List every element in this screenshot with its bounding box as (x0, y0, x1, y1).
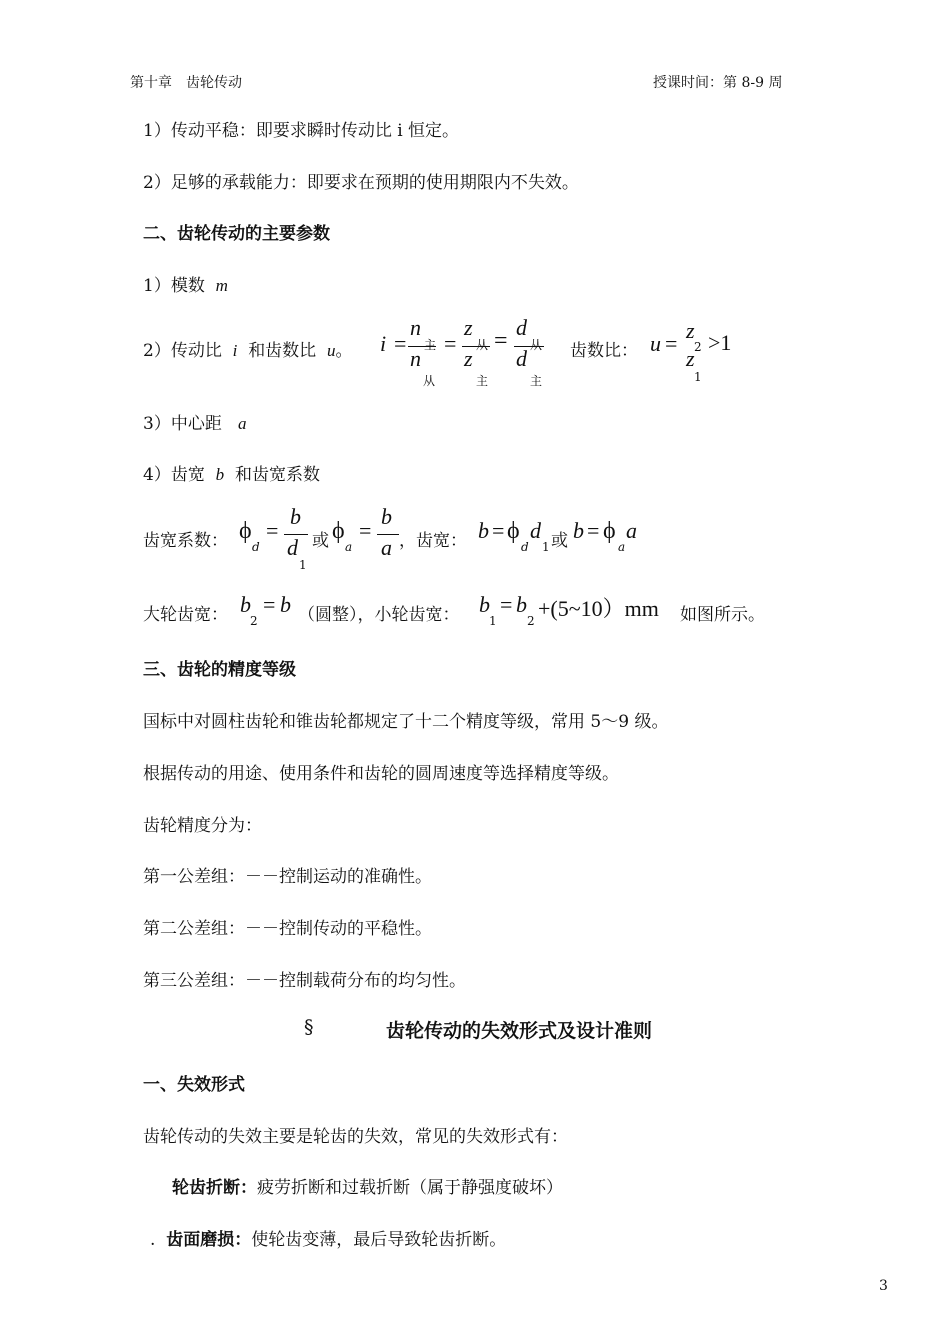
param-face-width: 4）齿宽 b 和齿宽系数 (143, 465, 320, 485)
failure-intro: 齿轮传动的失效主要是轮齿的失效，常见的失效形式有： (143, 1127, 568, 1147)
param-center-distance: 3）中心距 a (143, 414, 247, 434)
section-symbol: § (304, 1016, 314, 1038)
tolerance-group-3: 第三公差组：－－控制载荷分布的均匀性。 (143, 971, 466, 991)
requirement-smooth: 1）传动平稳：即要求瞬时传动比 i 恒定。 (143, 121, 460, 141)
tolerance-group-1: 第一公差组：－－控制运动的准确性。 (143, 867, 432, 887)
heading-failure-forms: 一、失效形式 (143, 1075, 245, 1095)
precision-grades: 国标中对圆柱齿轮和锥齿轮都规定了十二个精度等级，常用 5～9 级。 (143, 712, 669, 732)
precision-groups-intro: 齿轮精度分为： (143, 816, 262, 836)
section-title: 齿轮传动的失效形式及设计准则 (386, 1020, 653, 1042)
section-heading-precision: 三、齿轮的精度等级 (143, 660, 296, 680)
failure-wear: . 齿面磨损：使轮齿变薄，最后导致轮齿折断。 (150, 1230, 507, 1250)
page-number: 3 (879, 1278, 888, 1294)
schedule-header: 授课时间：第 8-9 周 (653, 75, 783, 91)
param-ratio-label: 2）传动比 i 和齿数比 u。 (143, 341, 353, 361)
tolerance-group-2: 第二公差组：－－控制传动的平稳性。 (143, 919, 432, 939)
failure-tooth-breakage: 轮齿折断：疲劳折断和过载折断（属于静强度破坏） (172, 1178, 563, 1198)
precision-selection: 根据传动的用途、使用条件和齿轮的圆周速度等选择精度等级。 (143, 764, 619, 784)
requirement-capacity: 2）足够的承载能力：即要求在预期的使用期限内不失效。 (143, 173, 579, 193)
section-heading-params: 二、齿轮传动的主要参数 (143, 224, 330, 244)
param-module: 1）模数 m (143, 276, 228, 296)
chapter-header: 第十章 齿轮传动 (130, 75, 242, 91)
